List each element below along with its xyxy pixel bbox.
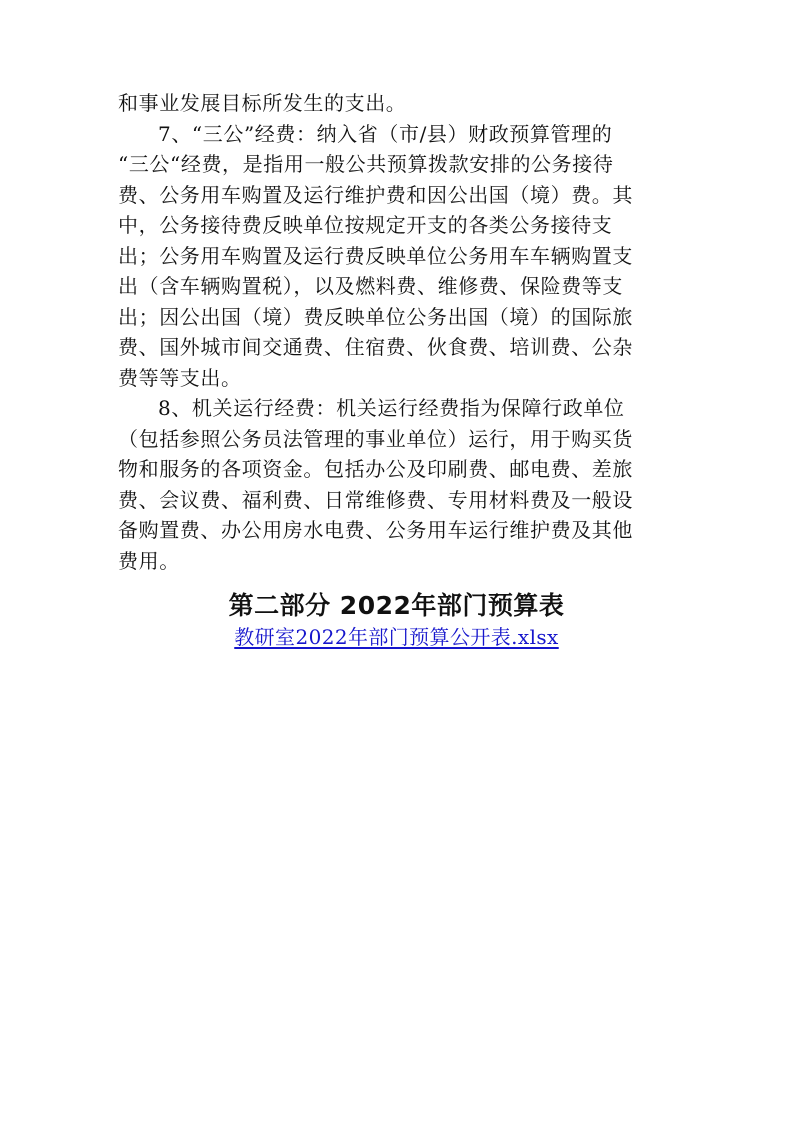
paragraph-7-line: 费、国外城市间交通费、住宿费、伙食费、培训费、公杂: [118, 335, 633, 359]
paragraph-8-line: 备购置费、办公用房水电费、公务用车运行维护费及其他: [118, 518, 633, 542]
paragraph-8-line: 费用。: [118, 548, 180, 573]
attachment-link[interactable]: 教研室2022年部门预算公开表.xlsx: [234, 625, 559, 649]
paragraph-7-line: “三公“经费，是指用一般公共预算拨款安排的公务接待: [118, 152, 614, 176]
paragraph-7-line: 出；公务用车购置及运行费反映单位公务用车车辆购置支: [118, 243, 633, 268]
paragraph-7-line: 费等等支出。: [118, 365, 242, 390]
paragraph-8-line: 物和服务的各项资金。包括办公及印刷费、邮电费、差旅: [118, 457, 633, 481]
paragraph-7-line: 费、公务用车购置及运行维护费和因公出国（境）费。其: [118, 182, 633, 207]
paragraph-8-line: 8、机关运行经费：机关运行经费指为保障行政单位: [158, 396, 625, 420]
paragraph-7-line: 出；因公出国（境）费反映单位公务出国（境）的国际旅: [118, 304, 633, 329]
paragraph-6-line: 和事业发展目标所发生的支出。: [118, 91, 407, 115]
paragraph-8-line: 费、会议费、福利费、日常维修费、专用材料费及一般设: [118, 487, 633, 512]
document-body: [118, 88, 678, 576]
paragraph-7-line: 中，公务接待费反映单位按规定开支的各类公务接待支: [118, 213, 613, 237]
paragraph-8-line: （包括参照公务员法管理的事业单位）运行，用于购买货: [118, 426, 633, 451]
paragraph-7-line: 出（含车辆购置税），以及燃料费、维修费、保险费等支: [118, 274, 623, 298]
section-title: 第二部分 2022年部门预算表: [228, 591, 565, 620]
attachment-link-container: [0, 622, 793, 652]
paragraph-7-line: 7、“三公”经费：纳入省（市/县）财政预算管理的: [158, 121, 613, 146]
